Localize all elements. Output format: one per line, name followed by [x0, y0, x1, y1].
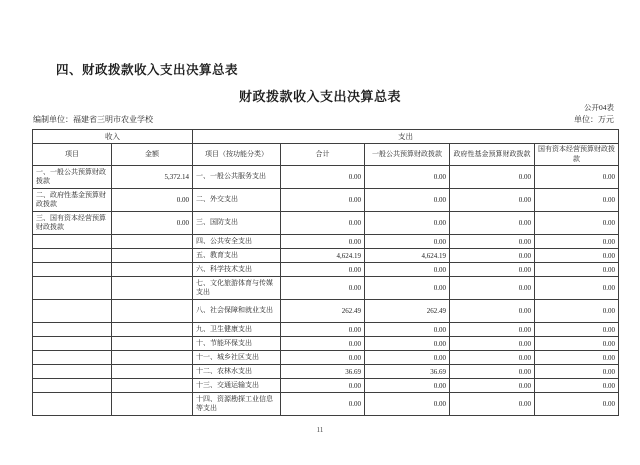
general-budget-cell: 0.00	[365, 379, 450, 393]
expenditure-total-cell: 0.00	[281, 235, 365, 249]
state-capital-cell: 0.00	[535, 235, 619, 249]
gov-fund-cell: 0.00	[450, 235, 535, 249]
col-header-total: 合计	[281, 144, 365, 166]
income-item-cell	[33, 300, 112, 323]
expenditure-total-cell: 0.00	[281, 189, 365, 212]
table-row	[33, 263, 619, 277]
income-amount-cell	[112, 323, 193, 337]
col-header-income-amount: 金额	[112, 144, 193, 166]
expenditure-item-cell: 七、文化旅游体育与传媒支出	[193, 277, 281, 300]
state-capital-cell: 0.00	[535, 277, 619, 300]
state-capital-cell: 0.00	[535, 166, 619, 189]
general-budget-cell: 0.00	[365, 337, 450, 351]
expenditure-item-cell: 一、一般公共服务支出	[193, 166, 281, 189]
table-title: 财政拨款收入支出决算总表	[238, 89, 401, 104]
general-budget-cell: 0.00	[365, 351, 450, 365]
income-item-cell	[33, 235, 112, 249]
expenditure-item-cell: 四、公共安全支出	[193, 235, 281, 249]
expenditure-total-cell: 36.69	[281, 365, 365, 379]
gov-fund-cell: 0.00	[450, 337, 535, 351]
section-heading: 四、财政拨款收入支出决算总表	[56, 63, 239, 77]
income-item-cell	[33, 393, 112, 416]
income-amount-cell: 0.00	[112, 212, 193, 235]
state-capital-cell: 0.00	[535, 249, 619, 263]
expenditure-item-cell: 十三、交通运输支出	[193, 379, 281, 393]
general-budget-cell: 0.00	[365, 212, 450, 235]
general-budget-cell: 262.49	[365, 300, 450, 323]
expenditure-item-cell: 十、节能环保支出	[193, 337, 281, 351]
prepared-by-label: 编制单位：福建省三明市农业学校	[33, 115, 153, 124]
gov-fund-cell: 0.00	[450, 166, 535, 189]
state-capital-cell: 0.00	[535, 393, 619, 416]
state-capital-cell: 0.00	[535, 212, 619, 235]
table-row	[33, 300, 619, 323]
general-budget-cell: 0.00	[365, 263, 450, 277]
table-row	[33, 351, 619, 365]
expenditure-item-cell: 二、外交支出	[193, 189, 281, 212]
state-capital-cell: 0.00	[535, 365, 619, 379]
income-amount-cell	[112, 235, 193, 249]
page-number: 11	[316, 426, 324, 434]
expenditure-item-cell: 八、社会保障和就业支出	[193, 300, 281, 323]
expenditure-item-cell: 九、卫生健康支出	[193, 323, 281, 337]
gov-fund-cell: 0.00	[450, 277, 535, 300]
expenditure-total-cell: 0.00	[281, 263, 365, 277]
state-capital-cell: 0.00	[535, 351, 619, 365]
col-header-gov-fund: 政府性基金预算财政拨款	[450, 144, 535, 166]
general-budget-cell: 0.00	[365, 166, 450, 189]
gov-fund-cell: 0.00	[450, 189, 535, 212]
income-item-cell	[33, 379, 112, 393]
general-budget-cell: 36.69	[365, 365, 450, 379]
table-row	[33, 379, 619, 393]
expenditure-total-cell: 0.00	[281, 166, 365, 189]
expenditure-total-cell: 0.00	[281, 393, 365, 416]
income-item-cell	[33, 337, 112, 351]
table-row	[33, 365, 619, 379]
expenditure-total-cell: 0.00	[281, 212, 365, 235]
col-header-income-item: 项目	[33, 144, 112, 166]
gov-fund-cell: 0.00	[450, 300, 535, 323]
state-capital-cell: 0.00	[535, 379, 619, 393]
group-header-row	[33, 130, 619, 144]
income-amount-cell	[112, 379, 193, 393]
income-item-cell	[33, 351, 112, 365]
gov-fund-cell: 0.00	[450, 351, 535, 365]
expenditure-item-cell: 六、科学技术支出	[193, 263, 281, 277]
gov-fund-cell: 0.00	[450, 249, 535, 263]
gov-fund-cell: 0.00	[450, 379, 535, 393]
state-capital-cell: 0.00	[535, 189, 619, 212]
column-header-row	[33, 144, 619, 166]
doc-code-label: 公开04表	[584, 103, 614, 112]
gov-fund-cell: 0.00	[450, 263, 535, 277]
general-budget-cell: 0.00	[365, 189, 450, 212]
general-budget-cell: 0.00	[365, 277, 450, 300]
income-amount-cell: 0.00	[112, 189, 193, 212]
state-capital-cell: 0.00	[535, 263, 619, 277]
table-row	[33, 166, 619, 189]
income-item-cell	[33, 323, 112, 337]
gov-fund-cell: 0.00	[450, 323, 535, 337]
general-budget-cell: 4,624.19	[365, 249, 450, 263]
expenditure-total-cell: 4,624.19	[281, 249, 365, 263]
general-budget-cell: 0.00	[365, 235, 450, 249]
expenditure-group-header: 支出	[193, 130, 619, 144]
income-amount-cell	[112, 337, 193, 351]
expenditure-total-cell: 262.49	[281, 300, 365, 323]
gov-fund-cell: 0.00	[450, 365, 535, 379]
col-header-state-capital: 国有资本经营预算财政拨款	[535, 144, 619, 166]
expenditure-item-cell: 十二、农林水支出	[193, 365, 281, 379]
state-capital-cell: 0.00	[535, 300, 619, 323]
unit-label: 单位：万元	[574, 115, 614, 124]
table-row	[33, 189, 619, 212]
income-item-cell	[33, 365, 112, 379]
expenditure-item-cell: 三、国防支出	[193, 212, 281, 235]
col-header-general-budget: 一般公共预算财政拨款	[365, 144, 450, 166]
income-amount-cell	[112, 393, 193, 416]
gov-fund-cell: 0.00	[450, 212, 535, 235]
table-row	[33, 277, 619, 300]
income-amount-cell	[112, 263, 193, 277]
expenditure-item-cell: 五、教育支出	[193, 249, 281, 263]
income-group-header: 收入	[33, 130, 193, 144]
expenditure-total-cell: 0.00	[281, 277, 365, 300]
income-amount-cell	[112, 351, 193, 365]
income-item-cell	[33, 249, 112, 263]
financial-table	[32, 129, 619, 416]
table-body	[33, 166, 619, 416]
income-item-cell	[33, 263, 112, 277]
income-item-cell: 三、国有资本经营预算财政拨款	[33, 212, 112, 235]
gov-fund-cell: 0.00	[450, 393, 535, 416]
expenditure-total-cell: 0.00	[281, 323, 365, 337]
table-row	[33, 323, 619, 337]
meta-line	[33, 114, 614, 125]
income-item-cell	[33, 277, 112, 300]
table-row	[33, 337, 619, 351]
income-item-cell: 一、一般公共预算财政拨款	[33, 166, 112, 189]
expenditure-total-cell: 0.00	[281, 351, 365, 365]
income-amount-cell	[112, 277, 193, 300]
income-amount-cell	[112, 365, 193, 379]
income-amount-cell	[112, 300, 193, 323]
table-row	[33, 235, 619, 249]
expenditure-item-cell: 十四、资源勘探工业信息等支出	[193, 393, 281, 416]
general-budget-cell: 0.00	[365, 323, 450, 337]
income-amount-cell	[112, 249, 193, 263]
table-header	[33, 130, 619, 166]
col-header-exp-item: 项目（按功能分类）	[193, 144, 281, 166]
expenditure-item-cell: 十一、城乡社区支出	[193, 351, 281, 365]
expenditure-total-cell: 0.00	[281, 379, 365, 393]
state-capital-cell: 0.00	[535, 337, 619, 351]
income-item-cell: 二、政府性基金预算财政拨款	[33, 189, 112, 212]
table-row	[33, 249, 619, 263]
state-capital-cell: 0.00	[535, 323, 619, 337]
general-budget-cell: 0.00	[365, 393, 450, 416]
table-row	[33, 393, 619, 416]
expenditure-total-cell: 0.00	[281, 337, 365, 351]
table-row	[33, 212, 619, 235]
income-amount-cell: 5,372.14	[112, 166, 193, 189]
